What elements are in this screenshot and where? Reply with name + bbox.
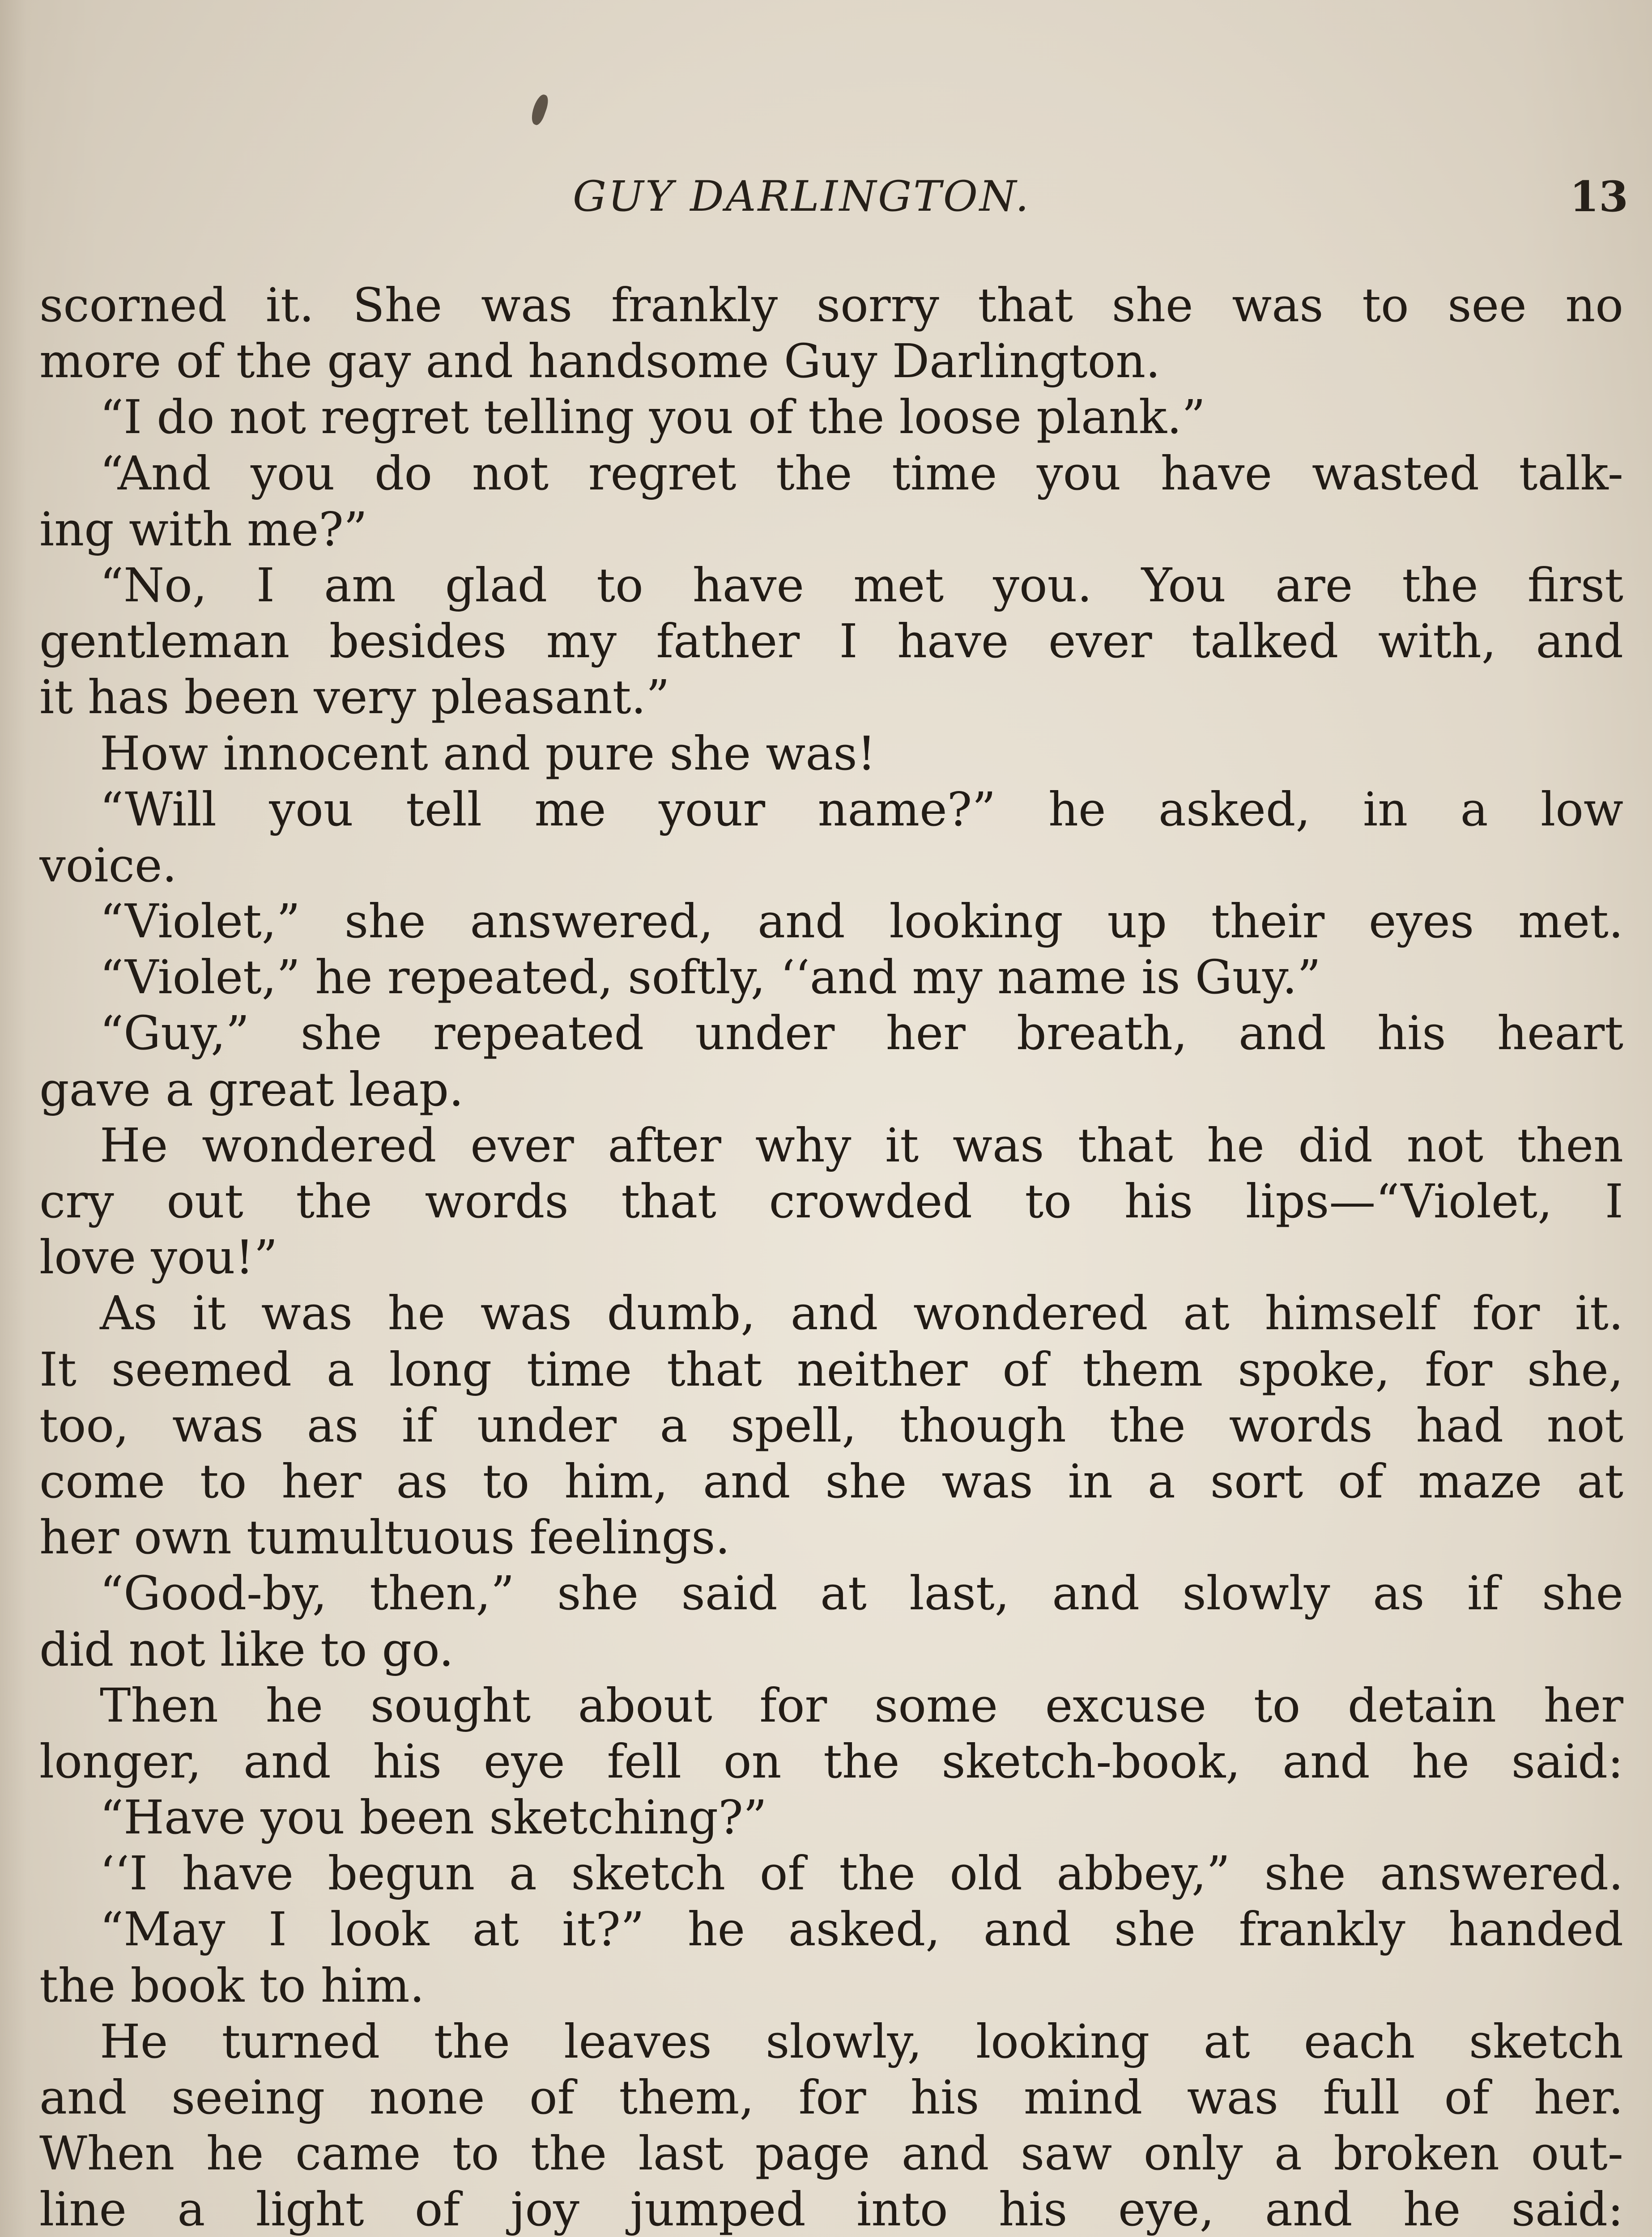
text-line: “Guy,” she repeated under her breath, and his heart — [100, 1006, 1623, 1061]
text-line: scorned it. She was frankly sorry that she was to see no — [39, 278, 1623, 332]
text-line: ing with me?” — [39, 502, 368, 557]
text-line: ‘‘I have begun a sketch of the old abbey,” she answered. — [100, 1846, 1623, 1901]
text-line: her own tumultuous feelings. — [39, 1510, 730, 1565]
page-number: 13 — [1570, 172, 1628, 221]
text-line: did not like to go. — [39, 1622, 454, 1677]
text-line: “Good-by, then,” she said at last, and slowly as if she — [100, 1566, 1623, 1621]
text-line: cry out the words that crowded to his lips—“Violet, I — [39, 1174, 1623, 1229]
text-line: it has been very pleasant.” — [39, 670, 670, 725]
text-line: “Will you tell me your name?” he asked, in a low — [100, 782, 1623, 837]
text-line: love you!” — [39, 1230, 278, 1285]
text-line: gave a great leap. — [39, 1062, 464, 1117]
text-line: “No, I am glad to have met you. You are the first — [100, 557, 1623, 612]
text-line: How innocent and pure she was! — [100, 726, 876, 781]
text-line: voice. — [39, 838, 177, 893]
text-line: “Have you been sketching?” — [100, 1790, 767, 1845]
text-line: “Violet,” he repeated, softly, ‘‘and my name is Guy.” — [100, 950, 1321, 1005]
running-title: GUY DARLINGTON. — [573, 172, 1031, 221]
text-line: He wondered ever after why it was that he did not then — [100, 1118, 1623, 1173]
text-line: Then he sought about for some excuse to detain her — [100, 1678, 1623, 1733]
ink-speck — [528, 93, 551, 126]
body-text — [39, 277, 1623, 2237]
text-line: come to her as to him, and she was in a sort of maze at — [39, 1454, 1623, 1509]
text-line: more of the gay and handsome Guy Darlington. — [39, 334, 1161, 389]
text-line: too, was as if under a spell, though the words had not — [39, 1398, 1623, 1453]
text-line: “Violet,” she answered, and looking up their eyes met. — [100, 894, 1623, 949]
text-line: longer, and his eye fell on the sketch-book, and he said: — [39, 1734, 1623, 1789]
text-line: “I do not regret telling you of the loose plank.” — [100, 390, 1206, 445]
text-line: When he came to the last page and saw only a broken out- — [39, 2126, 1623, 2181]
text-line: As it was he was dumb, and wondered at himself for it. — [100, 1286, 1623, 1341]
page-header — [0, 172, 1652, 239]
text-line: line a light of joy jumped into his eye, and he said: — [39, 2182, 1623, 2237]
text-line: “And you do not regret the time you have wasted talk- — [100, 446, 1623, 501]
text-line: It seemed a long time that neither of them spoke, for she, — [39, 1342, 1623, 1397]
text-line: the book to him. — [39, 1958, 425, 2013]
text-line: “May I look at it?” he asked, and she frankly handed — [100, 1902, 1623, 1957]
text-line: and seeing none of them, for his mind was full of her. — [39, 2070, 1623, 2125]
text-line: He turned the leaves slowly, looking at each sketch — [100, 2014, 1623, 2069]
text-line: gentleman besides my father I have ever talked with, and — [39, 614, 1623, 669]
